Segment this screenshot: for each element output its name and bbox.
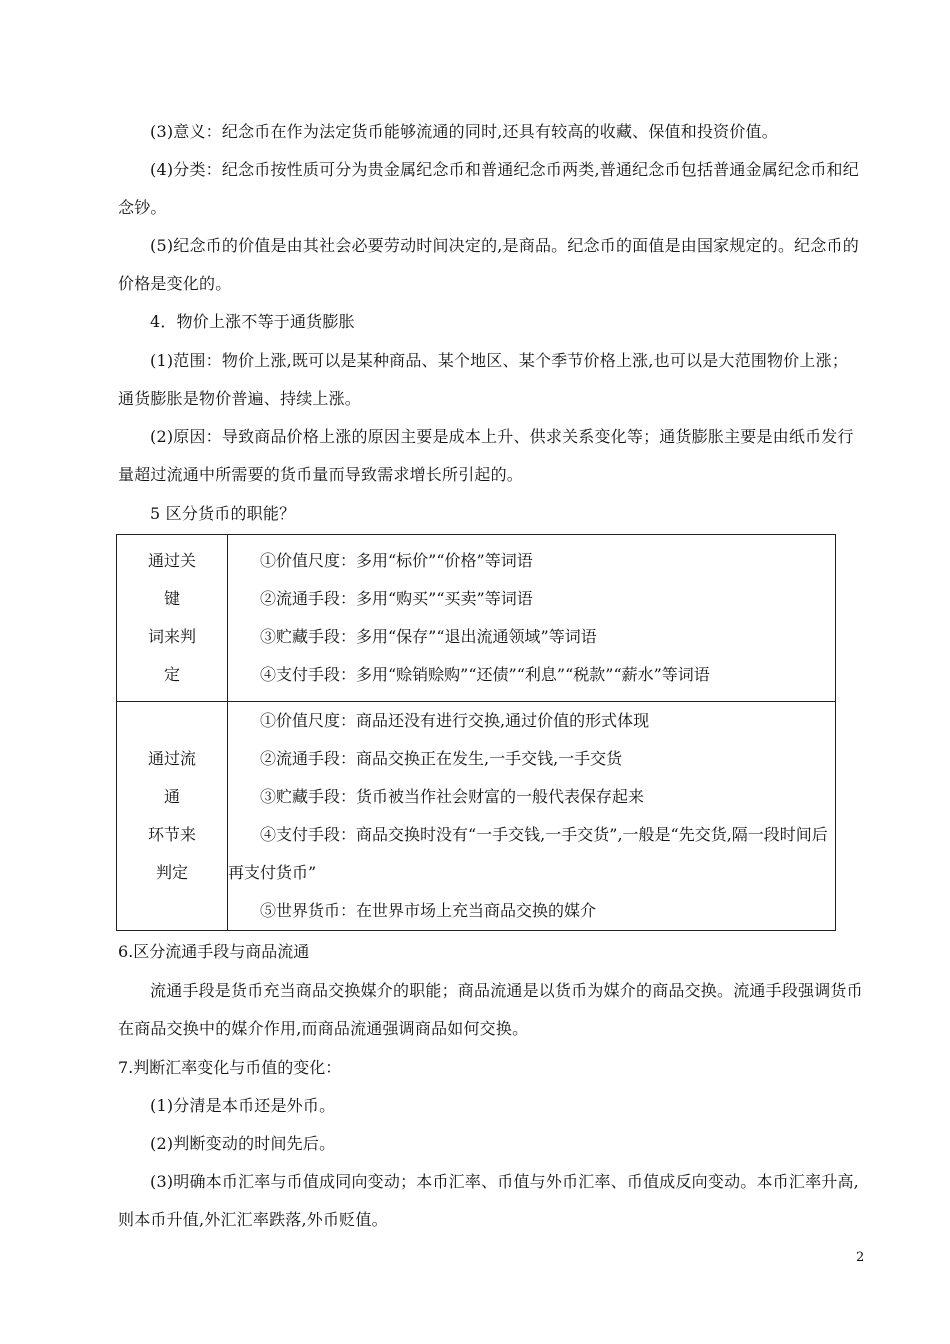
- list-item: ④支付手段：商品交换时没有“一手交钱,一手交货”,一般是“先交货,隔一段时间后再支付货币”: [228, 825, 828, 882]
- list-item: ①价值尺度：多用“标价”“价格”等词语: [260, 551, 533, 570]
- money-functions-table: [116, 534, 836, 931]
- page-number: 2: [856, 1250, 865, 1265]
- list-item: ①价值尺度：商品还没有进行交换,通过价值的形式体现: [260, 711, 650, 730]
- paragraph-classification: (4)分类：纪念币按性质可分为贵金属纪念币和普通纪念币两类,普通纪念币包括普通金属纪念币和纪念钞。: [118, 160, 859, 217]
- heading-section-7: 7.判断汇率变化与币值的变化：: [118, 1058, 342, 1077]
- list-item: ②流通手段：商品交换正在发生,一手交钱,一手交货: [260, 749, 623, 768]
- paragraph-circulation: 流通手段是货币充当商品交换媒介的职能；商品流通是以货币为媒介的商品交换。流通手段强调货币在商品交换中的媒介作用,而商品流通强调商品如何交换。: [118, 981, 863, 1038]
- list-item: ⑤世界货币：在世界市场上充当商品交换的媒介: [260, 901, 597, 920]
- list-item: (1)分清是本币还是外币。: [150, 1096, 336, 1115]
- row-header-circulation: 通过流 通 环节来 判定: [117, 702, 228, 931]
- table-row: [117, 702, 836, 931]
- list-item: (3)明确本币汇率与币值成同向变动；本币汇率、币值与外币汇率、币值成反向变动。本币汇率升高,则本币升值,外汇汇率跌落,外币贬值。: [118, 1172, 859, 1229]
- heading-section-6: 6.区分流通手段与商品流通: [118, 942, 310, 961]
- list-item: ③贮藏手段：多用“保存”“退出流通领域”等词语: [260, 627, 597, 646]
- paragraph-significance: (3)意义：纪念币在作为法定货币能够流通的同时,还具有较高的收藏、保值和投资价值。: [150, 122, 778, 141]
- list-item: ③贮藏手段：货币被当作社会财富的一般代表保存起来: [260, 787, 645, 806]
- paragraph-value: (5)纪念币的价值是由其社会必要劳动时间决定的,是商品。纪念币的面值是由国家规定的。纪念币的价格是变化的。: [118, 236, 859, 293]
- list-item: ④支付手段：多用“赊销赊购”“还债”“利息”“税款”“薪水”等词语: [260, 665, 710, 684]
- circulation-items: [228, 702, 836, 931]
- paragraph-cause: (2)原因：导致商品价格上涨的原因主要是成本上升、供求关系变化等；通货膨胀主要是由纸币发行量超过流通中所需要的货币量而导致需求增长所引起的。: [118, 427, 854, 484]
- heading-section-4: 4．物价上涨不等于通货膨胀: [150, 312, 355, 331]
- paragraph-scope: (1)范围：物价上涨,既可以是某种商品、某个地区、某个季节价格上涨,也可以是大范围物价上涨；通货膨胀是物价普遍、持续上涨。: [118, 351, 849, 408]
- list-item: ②流通手段：多用“购买”“买卖”等词语: [260, 589, 533, 608]
- keyword-items: [228, 535, 836, 702]
- heading-section-5: 5 区分货币的职能？: [150, 504, 296, 523]
- table-row: [117, 535, 836, 702]
- list-item: (2)判断变动的时间先后。: [150, 1134, 336, 1153]
- row-header-keywords: 通过关 键 词来判 定: [117, 535, 228, 702]
